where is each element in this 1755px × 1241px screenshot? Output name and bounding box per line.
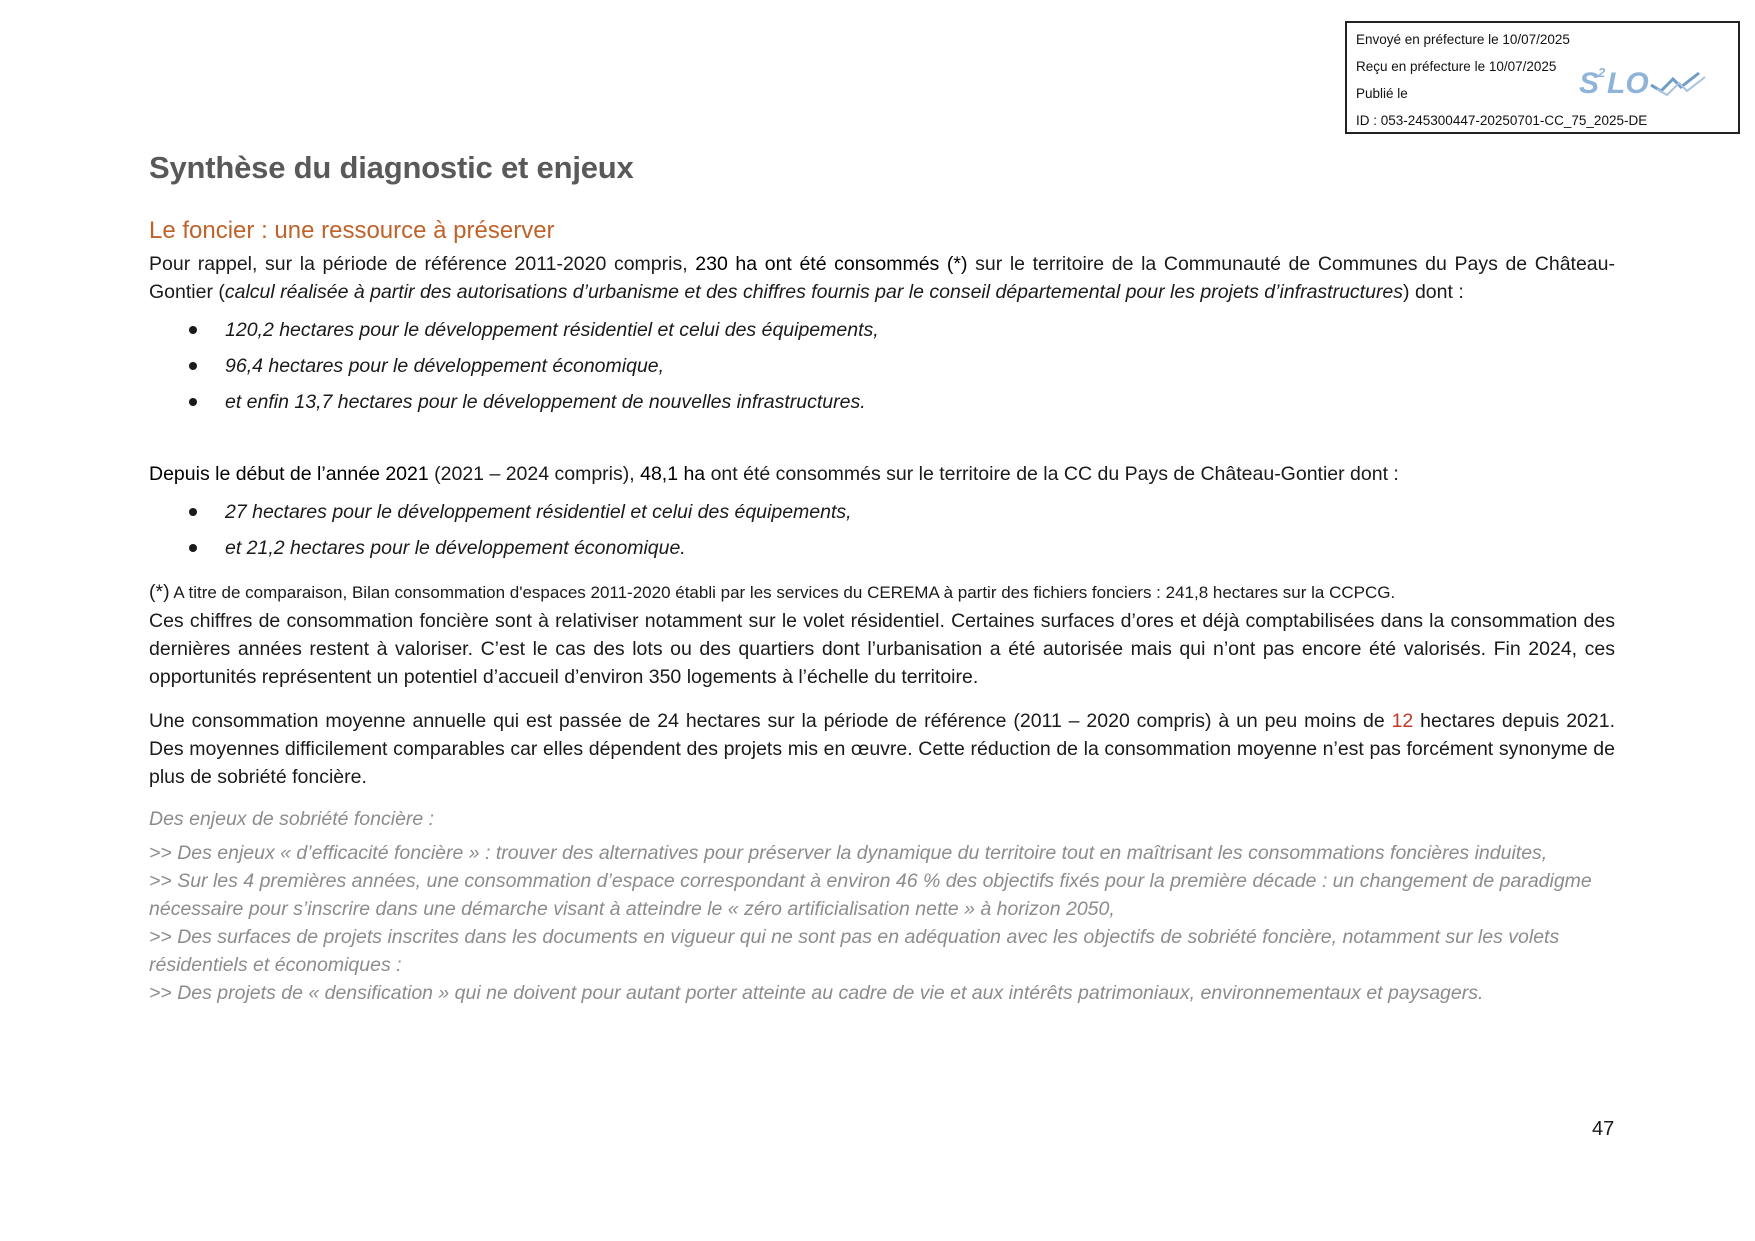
since-2021-paragraph: Depuis le début de l’année 2021 (2021 – 2024 compris), 48,1 ha ont été consommés sur le territoire de la CC du Pays de Château-Gontier dont : xyxy=(149,463,1399,485)
svg-text:2: 2 xyxy=(1598,65,1606,80)
bullet-icon xyxy=(189,398,197,406)
intro-paragraph: Pour rappel, sur la période de référence 2011-2020 compris, 230 ha ont été consommés (*) sur le territoire de la Communauté de Communes du Pays de Château-Gontier (calcul réalisée à partir des autorisations d’urbanisme et des chiffres fournis par le conseil départemental pour les projets d’infrastructures) dont : xyxy=(149,253,1615,303)
enjeux-item: >> Des enjeux « d’efficacité foncière » : trouver des alternatives pour préserver la dynamique du territoire tout en maîtrisant les consommations foncières induites, xyxy=(149,842,1548,864)
bullet-icon xyxy=(189,326,197,334)
list-item: 27 hectares pour le développement résidentiel et celui des équipements, xyxy=(149,494,1615,530)
svg-text:S: S xyxy=(1579,67,1600,100)
stamp-published: Publié le xyxy=(1356,86,1408,101)
list-item: et 21,2 hectares pour le développement économique. xyxy=(149,530,1615,566)
stamp-sent-date: Envoyé en préfecture le 10/07/2025 xyxy=(1356,32,1570,47)
page-number: 47 xyxy=(1592,1118,1615,1140)
relativize-paragraph: Ces chiffres de consommation foncière sont à relativiser notamment sur le volet résidentiel. Certaines surfaces d’ores et déjà comptabilisées dans la consommation des dernières années restent à valoriser. C’est le cas des lots ou des quartiers dont l’urbanisation a été autorisée mais qui n’ont pas encore été valorisés. Fin 2024, ces opportunités représentent un potentiel d’accueil d’environ 350 logements à l’échelle du territoire. xyxy=(149,610,1615,688)
enjeux-item: >> Des projets de « densification » qui ne doivent pour autant porter atteinte au cadre de vie et aux intérêts patrimoniaux, environnementaux et paysagers. xyxy=(149,982,1484,1004)
enjeux-item: >> Sur les 4 premières années, une consommation d’espace correspondant à environ 46 % des objectifs fixés pour la première décade : un changement de paradigme nécessaire pour s’inscrire dans une démarche visant à atteindre le « zéro artificialisation nette » à horizon 2050, xyxy=(149,870,1592,920)
svg-text:LO: LO xyxy=(1607,67,1649,100)
enjeux-heading: Des enjeux de sobriété foncière : xyxy=(149,808,435,830)
page-content xyxy=(149,148,1615,1007)
bullet-icon xyxy=(189,362,197,370)
enjeux-section xyxy=(149,805,1615,1007)
stamp-id: ID : 053-245300447-20250701-CC_75_2025-DE xyxy=(1356,113,1648,128)
list-item: et enfin 13,7 hectares pour le développement de nouvelles infrastructures. xyxy=(149,384,1615,420)
page-title: Synthèse du diagnostic et enjeux xyxy=(149,150,634,185)
consumption-list-2011-2020 xyxy=(149,312,1615,420)
section-heading: Le foncier : une ressource à préserver xyxy=(149,217,555,244)
list-item: 96,4 hectares pour le développement économique, xyxy=(149,348,1615,384)
list-item: 120,2 hectares pour le développement résidentiel et celui des équipements, xyxy=(149,312,1615,348)
bullet-icon xyxy=(189,508,197,516)
consumption-list-2021-2024 xyxy=(149,494,1615,566)
bullet-icon xyxy=(189,544,197,552)
average-consumption-paragraph: Une consommation moyenne annuelle qui est passée de 24 hectares sur la période de référence (2011 – 2020 compris) à un peu moins de 12 hectares depuis 2021. Des moyennes difficilement comparables car elles dépendent des projets mis en œuvre. Cette réduction de la consommation moyenne n’est pas forcément synonyme de plus de sobriété foncière. xyxy=(149,710,1615,788)
enjeux-item: >> Des surfaces de projets inscrites dans les documents en vigueur qui ne sont pas en adéquation avec les objectifs de sobriété foncière, notamment sur les volets résidentiels et économiques : xyxy=(149,926,1560,976)
prefecture-stamp xyxy=(1345,21,1740,134)
s2lo-logo-icon xyxy=(1577,63,1717,103)
cerema-footnote: (*) A titre de comparaison, Bilan consommation d'espaces 2011-2020 établi par les services du CEREMA à partir des fichiers fonciers : 241,8 hectares sur la CCPCG. xyxy=(149,581,1396,603)
stamp-received-date: Reçu en préfecture le 10/07/2025 xyxy=(1356,59,1557,74)
